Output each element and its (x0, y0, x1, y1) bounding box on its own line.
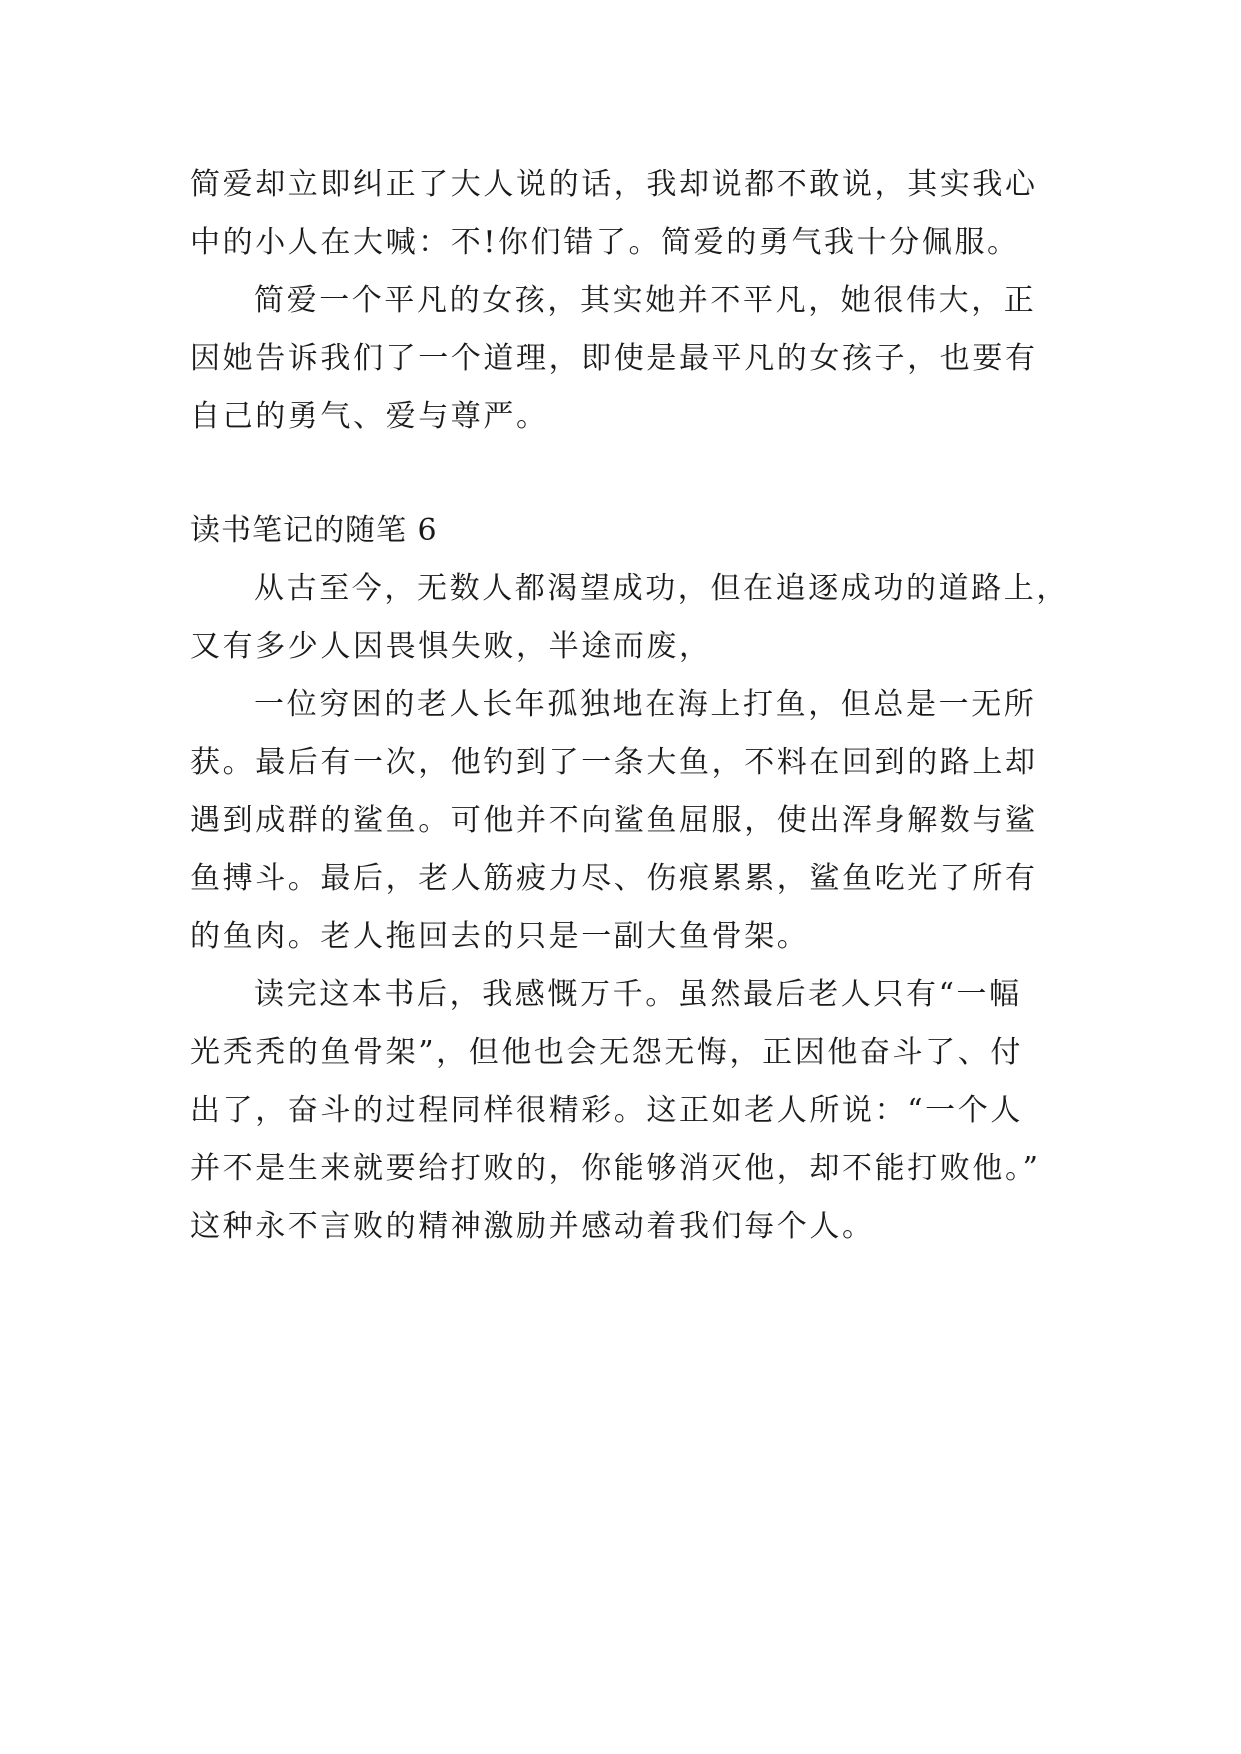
paragraph (190, 966, 1052, 1256)
paragraph (190, 156, 1052, 272)
text-line: 因她告诉我们了一个道理，即使是最平凡的女孩子，也要有 (190, 341, 1038, 376)
text-line: 又有多少人因畏惧失败，半途而废， (190, 629, 712, 664)
text-line: 读完这本书后，我感慨万千。虽然最后老人只有“一幅 (254, 977, 1022, 1012)
section-heading: 读书笔记的随笔 6 (190, 513, 438, 548)
document-body (190, 156, 1069, 1256)
text-line: 从古至今，无数人都渴望成功，但在追逐成功的道路上， (254, 571, 1069, 606)
text-line: 一位穷困的老人长年孤独地在海上打鱼，但总是一无所 (254, 687, 1037, 722)
text-line: 获。最后有一次，他钓到了一条大鱼，不料在回到的路上却 (190, 745, 1038, 780)
paragraph (190, 560, 1069, 676)
text-line: 这种永不言败的精神激励并感动着我们每个人。 (190, 1209, 875, 1244)
text-line: 并不是生来就要给打败的，你能够消灭他，却不能打败他。” (190, 1151, 1041, 1186)
section-spacer (190, 446, 1052, 502)
text-line: 鱼搏斗。最后，老人筋疲力尽、伤痕累累，鲨鱼吃光了所有 (190, 861, 1038, 896)
paragraph (190, 676, 1052, 966)
text-line: 中的小人在大喊：不!你们错了。简爱的勇气我十分佩服。 (190, 225, 1020, 260)
text-line: 简爱却立即纠正了大人说的话，我却说都不敢说，其实我心 (190, 167, 1038, 202)
text-line: 出了，奋斗的过程同样很精彩。这正如老人所说：“一个人 (190, 1093, 1023, 1128)
text-line: 的鱼肉。老人拖回去的只是一副大鱼骨架。 (190, 919, 810, 954)
text-line: 简爱一个平凡的女孩，其实她并不平凡，她很伟大，正 (254, 283, 1037, 318)
text-line: 自己的勇气、爱与尊严。 (190, 399, 549, 434)
paragraph (190, 272, 1052, 446)
text-line: 光秃秃的鱼骨架”，但他也会无怨无悔，正因他奋斗了、付 (190, 1035, 1023, 1070)
text-line: 遇到成群的鲨鱼。可他并不向鲨鱼屈服，使出浑身解数与鲨 (190, 803, 1038, 838)
